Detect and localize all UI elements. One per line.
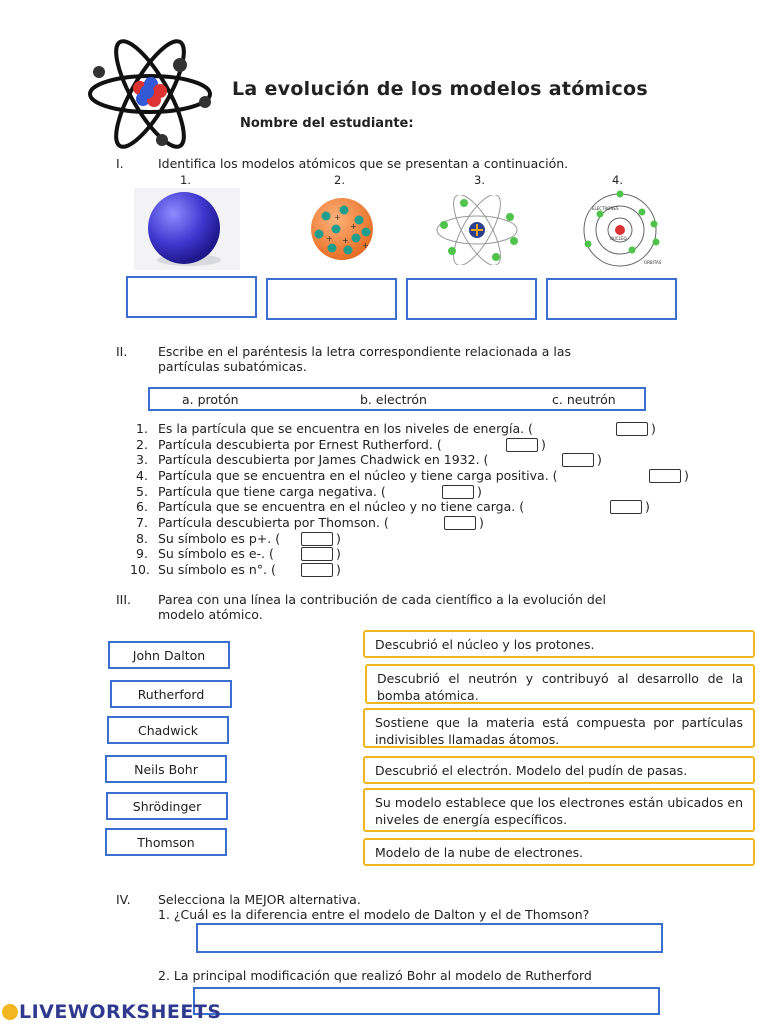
particle-answer-input[interactable]	[562, 453, 594, 467]
model-label-4: 4.	[612, 173, 623, 187]
scientist-neils-bohr[interactable]: Neils Bohr	[105, 755, 227, 783]
section-4-number: IV.	[116, 892, 131, 907]
particle-question-close-paren: )	[479, 515, 484, 530]
legend-electron: b. electrón	[360, 392, 427, 407]
student-name-label: Nombre del estudiante:	[240, 116, 414, 131]
svg-text:NUCLEO: NUCLEO	[610, 236, 627, 241]
model-answer-input-2[interactable]	[266, 278, 397, 320]
particle-question-text: Partícula que se encuentra en el núcleo y no tiene carga. (	[158, 499, 525, 514]
question-2-answer-input[interactable]	[193, 987, 660, 1015]
page-title: La evolución de los modelos atómicos	[232, 78, 648, 100]
particle-question-text: Su símbolo es n°. (	[158, 562, 276, 577]
model-answer-input-1[interactable]	[126, 276, 257, 318]
question-1-text: 1. ¿Cuál es la diferencia entre el modelo de Dalton y el de Thomson?	[158, 907, 590, 922]
particle-answer-input[interactable]	[506, 438, 538, 452]
model-answer-input-3[interactable]	[406, 278, 537, 320]
particle-question-text: Partícula que se encuentra en el núcleo y tiene carga positiva. (	[158, 468, 558, 483]
particle-question-close-paren: )	[336, 546, 341, 561]
particle-answer-input[interactable]	[442, 485, 474, 499]
particle-question-close-paren: )	[645, 499, 650, 514]
scientist-rutherford[interactable]: Rutherford	[110, 680, 232, 708]
model-answer-input-4[interactable]	[546, 278, 677, 320]
particle-question-number: 3.	[136, 452, 148, 467]
particle-question-close-paren: )	[477, 484, 482, 499]
particle-question-text: Su símbolo es e-. (	[158, 546, 274, 561]
particle-question-text: Su símbolo es p+. (	[158, 531, 281, 546]
particle-question-text: Partícula que tiene carga negativa. (	[158, 484, 386, 499]
scientist-john-dalton[interactable]: John Dalton	[108, 641, 230, 669]
legend-neutron: c. neutrón	[552, 392, 616, 407]
description-indivisible-atoms[interactable]: Sostiene que la materia está compuesta por partículas indivisibles llamadas átomos.	[363, 708, 755, 748]
particle-question-number: 6.	[136, 499, 148, 514]
particle-question-text: Partícula descubierta por Ernest Rutherford. (	[158, 437, 442, 452]
particle-question-number: 9.	[136, 546, 148, 561]
rutherford-model-image	[434, 195, 520, 265]
description-electron-pudding[interactable]: Descubrió el electrón. Modelo del pudín de pasas.	[363, 756, 755, 784]
particle-answer-input[interactable]	[649, 469, 681, 483]
svg-text:+: +	[342, 236, 349, 245]
particle-question-number: 8.	[136, 531, 148, 546]
particle-question-number: 1.	[136, 421, 148, 436]
description-neutron[interactable]: Descubrió el neutrón y contribuyó al desarrollo de la bomba atómica.	[365, 664, 755, 704]
section-2-instruction-line2: partículas subatómicas.	[158, 359, 307, 374]
model-label-1: 1.	[180, 173, 191, 187]
particle-question-close-paren: )	[684, 468, 689, 483]
particle-question-number: 10.	[130, 562, 150, 577]
particle-answer-input[interactable]	[301, 532, 333, 546]
section-2-number: II.	[116, 344, 128, 359]
scientist-shrodinger[interactable]: Shrödinger	[106, 792, 228, 820]
question-2-text: 2. La principal modificación que realizó Bohr al modelo de Rutherford	[158, 968, 592, 983]
particle-question-text: Es la partícula que se encuentra en los niveles de energía. (	[158, 421, 533, 436]
svg-text:+: +	[362, 241, 369, 250]
particle-answer-input[interactable]	[301, 563, 333, 577]
particle-answer-input[interactable]	[301, 547, 333, 561]
svg-text:ELECTRONES: ELECTRONES	[592, 206, 619, 211]
particle-legend	[148, 387, 646, 411]
question-1-answer-input[interactable]	[196, 923, 663, 953]
particle-question-close-paren: )	[541, 437, 546, 452]
particle-question-number: 5.	[136, 484, 148, 499]
section-1-instruction: Identifica los modelos atómicos que se presentan a continuación.	[158, 156, 569, 171]
particle-question-close-paren: )	[597, 452, 602, 467]
section-3-instruction-line2: modelo atómico.	[158, 607, 263, 622]
model-label-2: 2.	[334, 173, 345, 187]
particle-answer-input[interactable]	[444, 516, 476, 530]
liveworksheets-logo-icon	[2, 1004, 18, 1020]
particle-question-number: 4.	[136, 468, 148, 483]
section-4-instruction: Selecciona la MEJOR alternativa.	[158, 892, 361, 907]
particle-question-close-paren: )	[336, 531, 341, 546]
section-1-number: I.	[116, 156, 124, 171]
section-2-instruction-line1: Escribe en el paréntesis la letra correspondiente relacionada a las	[158, 344, 572, 359]
liveworksheets-brand-text: LIVEWORKSHEETS	[19, 1001, 222, 1023]
particle-answer-input[interactable]	[610, 500, 642, 514]
model-label-3: 3.	[474, 173, 485, 187]
svg-text:ORBITAS: ORBITAS	[644, 260, 662, 265]
bohr-model-image	[574, 190, 668, 268]
particle-question-text: Partícula descubierta por Thomson. (	[158, 515, 389, 530]
legend-proton: a. protón	[182, 392, 239, 407]
description-electron-cloud[interactable]: Modelo de la nube de electrones.	[363, 838, 755, 866]
section-3-instruction-line1: Parea con una línea la contribución de cada científico a la evolución del	[158, 592, 606, 607]
svg-text:+: +	[334, 213, 341, 222]
thomson-model-image	[304, 196, 380, 262]
description-energy-levels[interactable]: Su modelo establece que los electrones están ubicados en niveles de energía específicos.	[363, 788, 755, 832]
atom-logo-icon	[85, 38, 215, 150]
svg-text:+: +	[350, 222, 357, 231]
particle-question-close-paren: )	[336, 562, 341, 577]
svg-text:+: +	[326, 234, 333, 243]
description-nucleus-protons[interactable]: Descubrió el núcleo y los protones.	[363, 630, 755, 658]
particle-question-text: Partícula descubierta por James Chadwick en 1932. (	[158, 452, 489, 467]
section-3-number: III.	[116, 592, 132, 607]
scientist-thomson[interactable]: Thomson	[105, 828, 227, 856]
scientist-chadwick[interactable]: Chadwick	[107, 716, 229, 744]
dalton-model-image	[134, 188, 240, 270]
particle-question-close-paren: )	[651, 421, 656, 436]
liveworksheets-logo	[2, 1001, 222, 1023]
particle-question-number: 7.	[136, 515, 148, 530]
particle-question-number: 2.	[136, 437, 148, 452]
particle-answer-input[interactable]	[616, 422, 648, 436]
